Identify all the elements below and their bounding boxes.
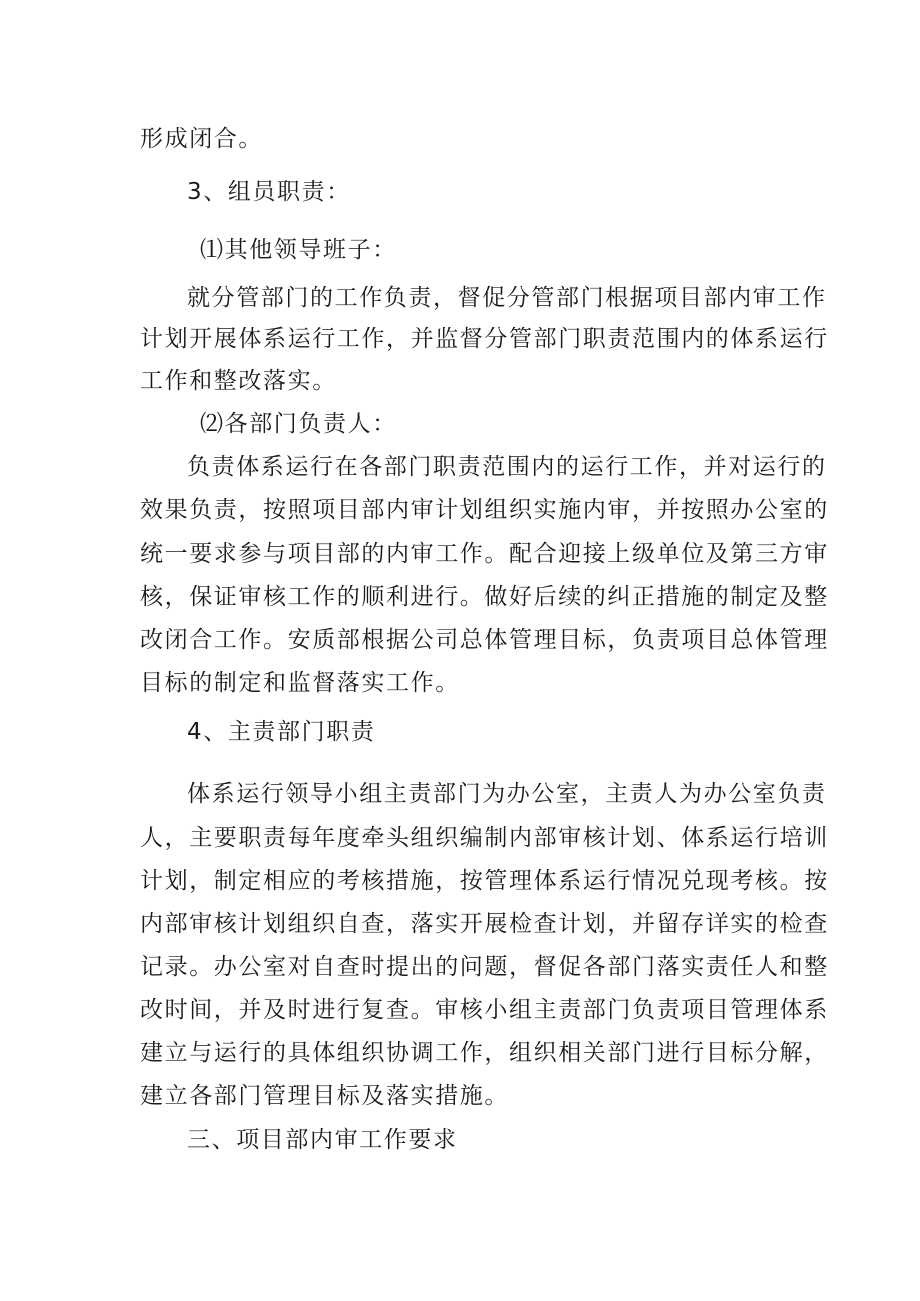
text-line: 改闭合工作。安质部根据公司总体管理目标，负责项目总体管理 [140, 627, 829, 653]
subsection-heading: ⑴其他领导班子： [200, 237, 397, 263]
text-line: 改时间，并及时进行复查。审核小组主责部门负责项目管理体系 [140, 997, 829, 1023]
text-line: 建立与运行的具体组织协调工作，组织相关部门进行目标分解， [140, 1040, 829, 1066]
text-line: 形成闭合。 [140, 126, 263, 152]
text-line: 核，保证审核工作的顺利进行。做好后续的纠正措施的制定及整 [140, 584, 829, 610]
text-line: 体系运行领导小组主责部门为办公室，主责人为办公室负责 [187, 781, 827, 807]
text-line: 计划，制定相应的考核措施，按管理体系运行情况兑现考核。按 [140, 868, 829, 894]
text-line: 记录。办公室对自查时提出的问题，督促各部门落实责任人和整 [140, 954, 829, 980]
text-line: 内部审核计划组织自查，落实开展检查计划，并留存详实的检查 [140, 911, 829, 937]
text-line: 统一要求参与项目部的内审工作。配合迎接上级单位及第三方审 [140, 541, 829, 567]
text-line: 目标的制定和监督落实工作。 [140, 670, 460, 696]
text-line: 建立各部门管理目标及落实措施。 [140, 1083, 509, 1109]
section-heading: 三、项目部内审工作要求 [187, 1127, 458, 1153]
section-heading: 3、组员职责： [187, 179, 351, 205]
text-line: 计划开展体系运行工作，并监督分管部门职责范围内的体系运行 [140, 326, 829, 352]
text-line: 负责体系运行在各部门职责范围内的运行工作，并对运行的 [187, 454, 827, 480]
text-line: 效果负责，按照项目部内审计划组织实施内审，并按照办公室的 [140, 497, 829, 523]
text-line: 人，主要职责每年度牵头组织编制内部审核计划、体系运行培训 [140, 825, 829, 851]
section-heading: 4、主责部门职责 [187, 719, 376, 745]
text-line: 工作和整改落实。 [140, 368, 337, 394]
subsection-heading: ⑵各部门负责人： [200, 411, 397, 437]
text-line: 就分管部门的工作负责，督促分管部门根据项目部内审工作 [187, 285, 827, 311]
